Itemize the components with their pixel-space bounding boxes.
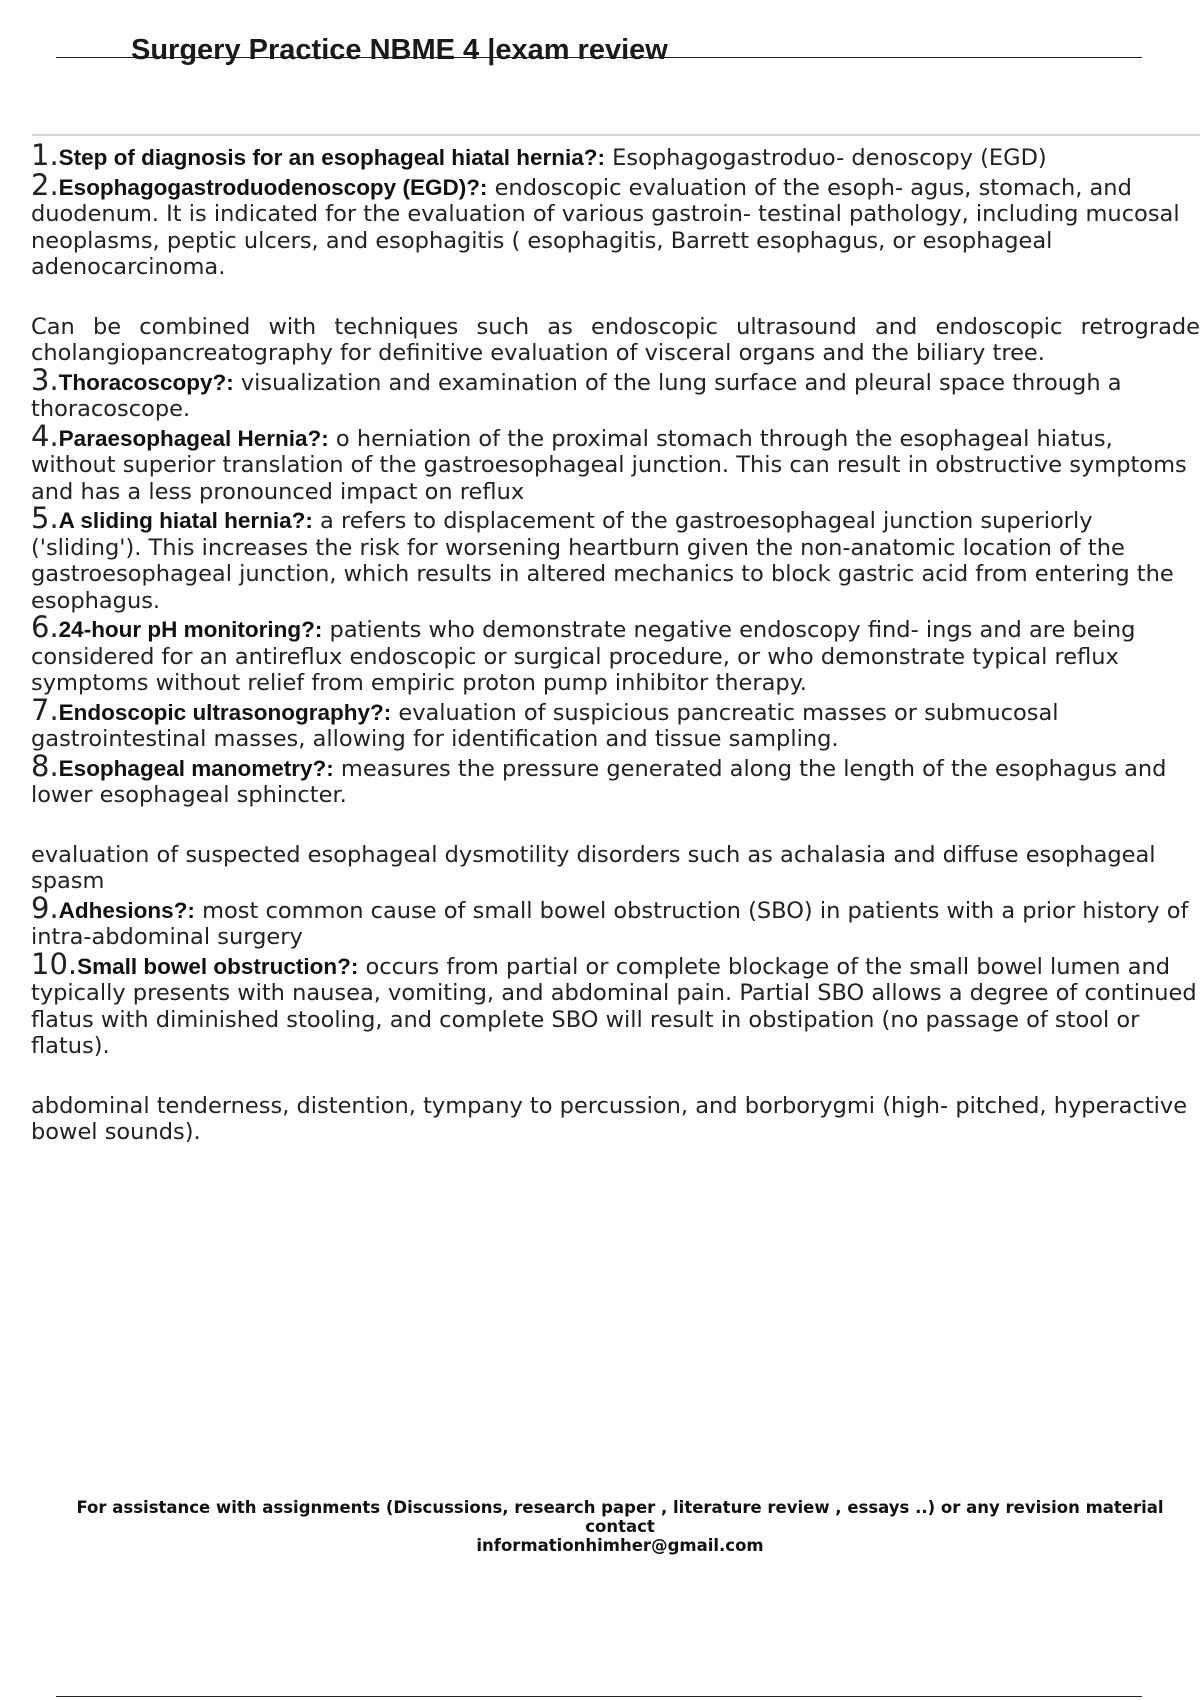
item-answer: a refers to displacement of the gastroesophageal junction superiorly ('sliding'). This increases the risk for worsening heartburn given the non-anatomic location of the gastroesophageal junction, which results in altered mechanics to block gastric acid from entering the esophagus. [31,508,1174,614]
item-answer: visualization and examination of the lung surface and pleural space through a thoracoscope. [31,369,1122,422]
qa-item-1 [31,138,1200,172]
item-question: Paraesophageal Hernia?: [58,425,329,451]
qa-item-9 [31,890,1200,951]
item-question: Step of diagnosis for an esophageal hiatal hernia?: [58,145,606,170]
qa-item-4 [31,418,1200,506]
bottom-rule [56,1696,1142,1697]
item-answer: endoscopic evaluation of the esoph- agus, stomach, and duodenum. It is indicated for the evaluation of various gastroin- testinal pathology, including mucosal neoplasms, peptic ulcers, and esophagitis ( esophagitis, Barrett esophagus, or esophageal adenocarcinoma. [31,174,1180,280]
footer-contact [40,1498,1200,1555]
page-title: Surgery Practice NBME 4 |exam review [131,34,668,66]
item-note: abdominal tenderness, distention, tympany to percussion, and borborygmi (high- pitched, hyperactive bowel sounds). [31,1092,1188,1145]
qa-list [31,138,1200,1146]
item-number: 6. [31,610,59,644]
item-number: 8. [31,748,59,783]
item-question: Small bowel obstruction?: [77,953,359,979]
qa-item-2 [31,167,1200,281]
item-answer: most common cause of small bowel obstruction (SBO) in patients with a prior history of intra-abdominal surgery [31,897,1189,950]
item-number: 5. [31,501,59,535]
qa-item-3 [31,362,1200,423]
qa-item-6 [31,610,1200,697]
title-block [56,30,1142,82]
item-number: 7. [31,692,59,727]
item-answer: occurs from partial or complete blockage of the small bowel lumen and typically presents with nausea, vomiting, and abdominal pain. Partial SBO allows a degree of continued flatus with diminished stooling, and complete SBO will result in obstipation (no passage of stool or flatus). [31,953,1197,1059]
qa-item-8 [31,748,1200,809]
item-number: 3. [31,362,59,397]
item-number: 2. [31,167,59,202]
item-question: A sliding hiatal hernia?: [58,508,313,533]
item-question: 24-hour pH monitoring?: [58,617,323,642]
item-question: Esophageal manometry?: [58,755,334,781]
item-note: Can be combined with techniques such as endoscopic ultrasound and endoscopic retrograde cholangiopancreatography for definitive evaluation of visceral organs and the biliary tree. [31,313,1200,366]
qa-item-10 [31,946,1200,1060]
footer-line: For assistance with assignments (Discussions, research paper , literature review , essays ..) or any revision material contact [76,1498,1164,1536]
item-number: 10. [31,946,78,981]
item-note: evaluation of suspected esophageal dysmotility disorders such as achalasia and diffuse esophageal spasm [31,841,1156,894]
item-number: 4. [31,418,59,453]
item-question: Esophagogastroduodenoscopy (EGD)?: [58,174,488,200]
item-question: Endoscopic ultrasonography?: [58,699,392,725]
item-answer: measures the pressure generated along the length of the esophagus and lower esophageal sphincter. [31,755,1167,808]
item-number: 9. [31,890,59,925]
qa-item-5 [31,501,1200,614]
qa-item-7 [31,692,1200,753]
item-answer: Esophagogastroduo- denoscopy (EGD) [605,145,1047,171]
item-question: Thoracoscopy?: [58,369,234,395]
item-answer: o herniation of the proximal stomach through the esophageal hiatus, without superior translation of the gastroesophageal junction. This can result in obstructive symptoms and has a less pronounced impact on reflux [31,425,1187,505]
item-answer: evaluation of suspicious pancreatic masses or submucosal gastrointestinal masses, allowing for identification and tissue sampling. [31,699,1059,752]
item-number: 1. [31,138,59,172]
item-question: Adhesions?: [58,897,195,923]
footer-email: informationhimher@gmail.com [476,1536,764,1555]
item-answer: patients who demonstrate negative endoscopy find- ings and are being considered for an antireflux endoscopic or surgical procedure, or who demonstrate typical reflux symptoms without relief from empiric proton pump inhibitor therapy. [31,617,1136,696]
header-divider [32,134,1200,136]
